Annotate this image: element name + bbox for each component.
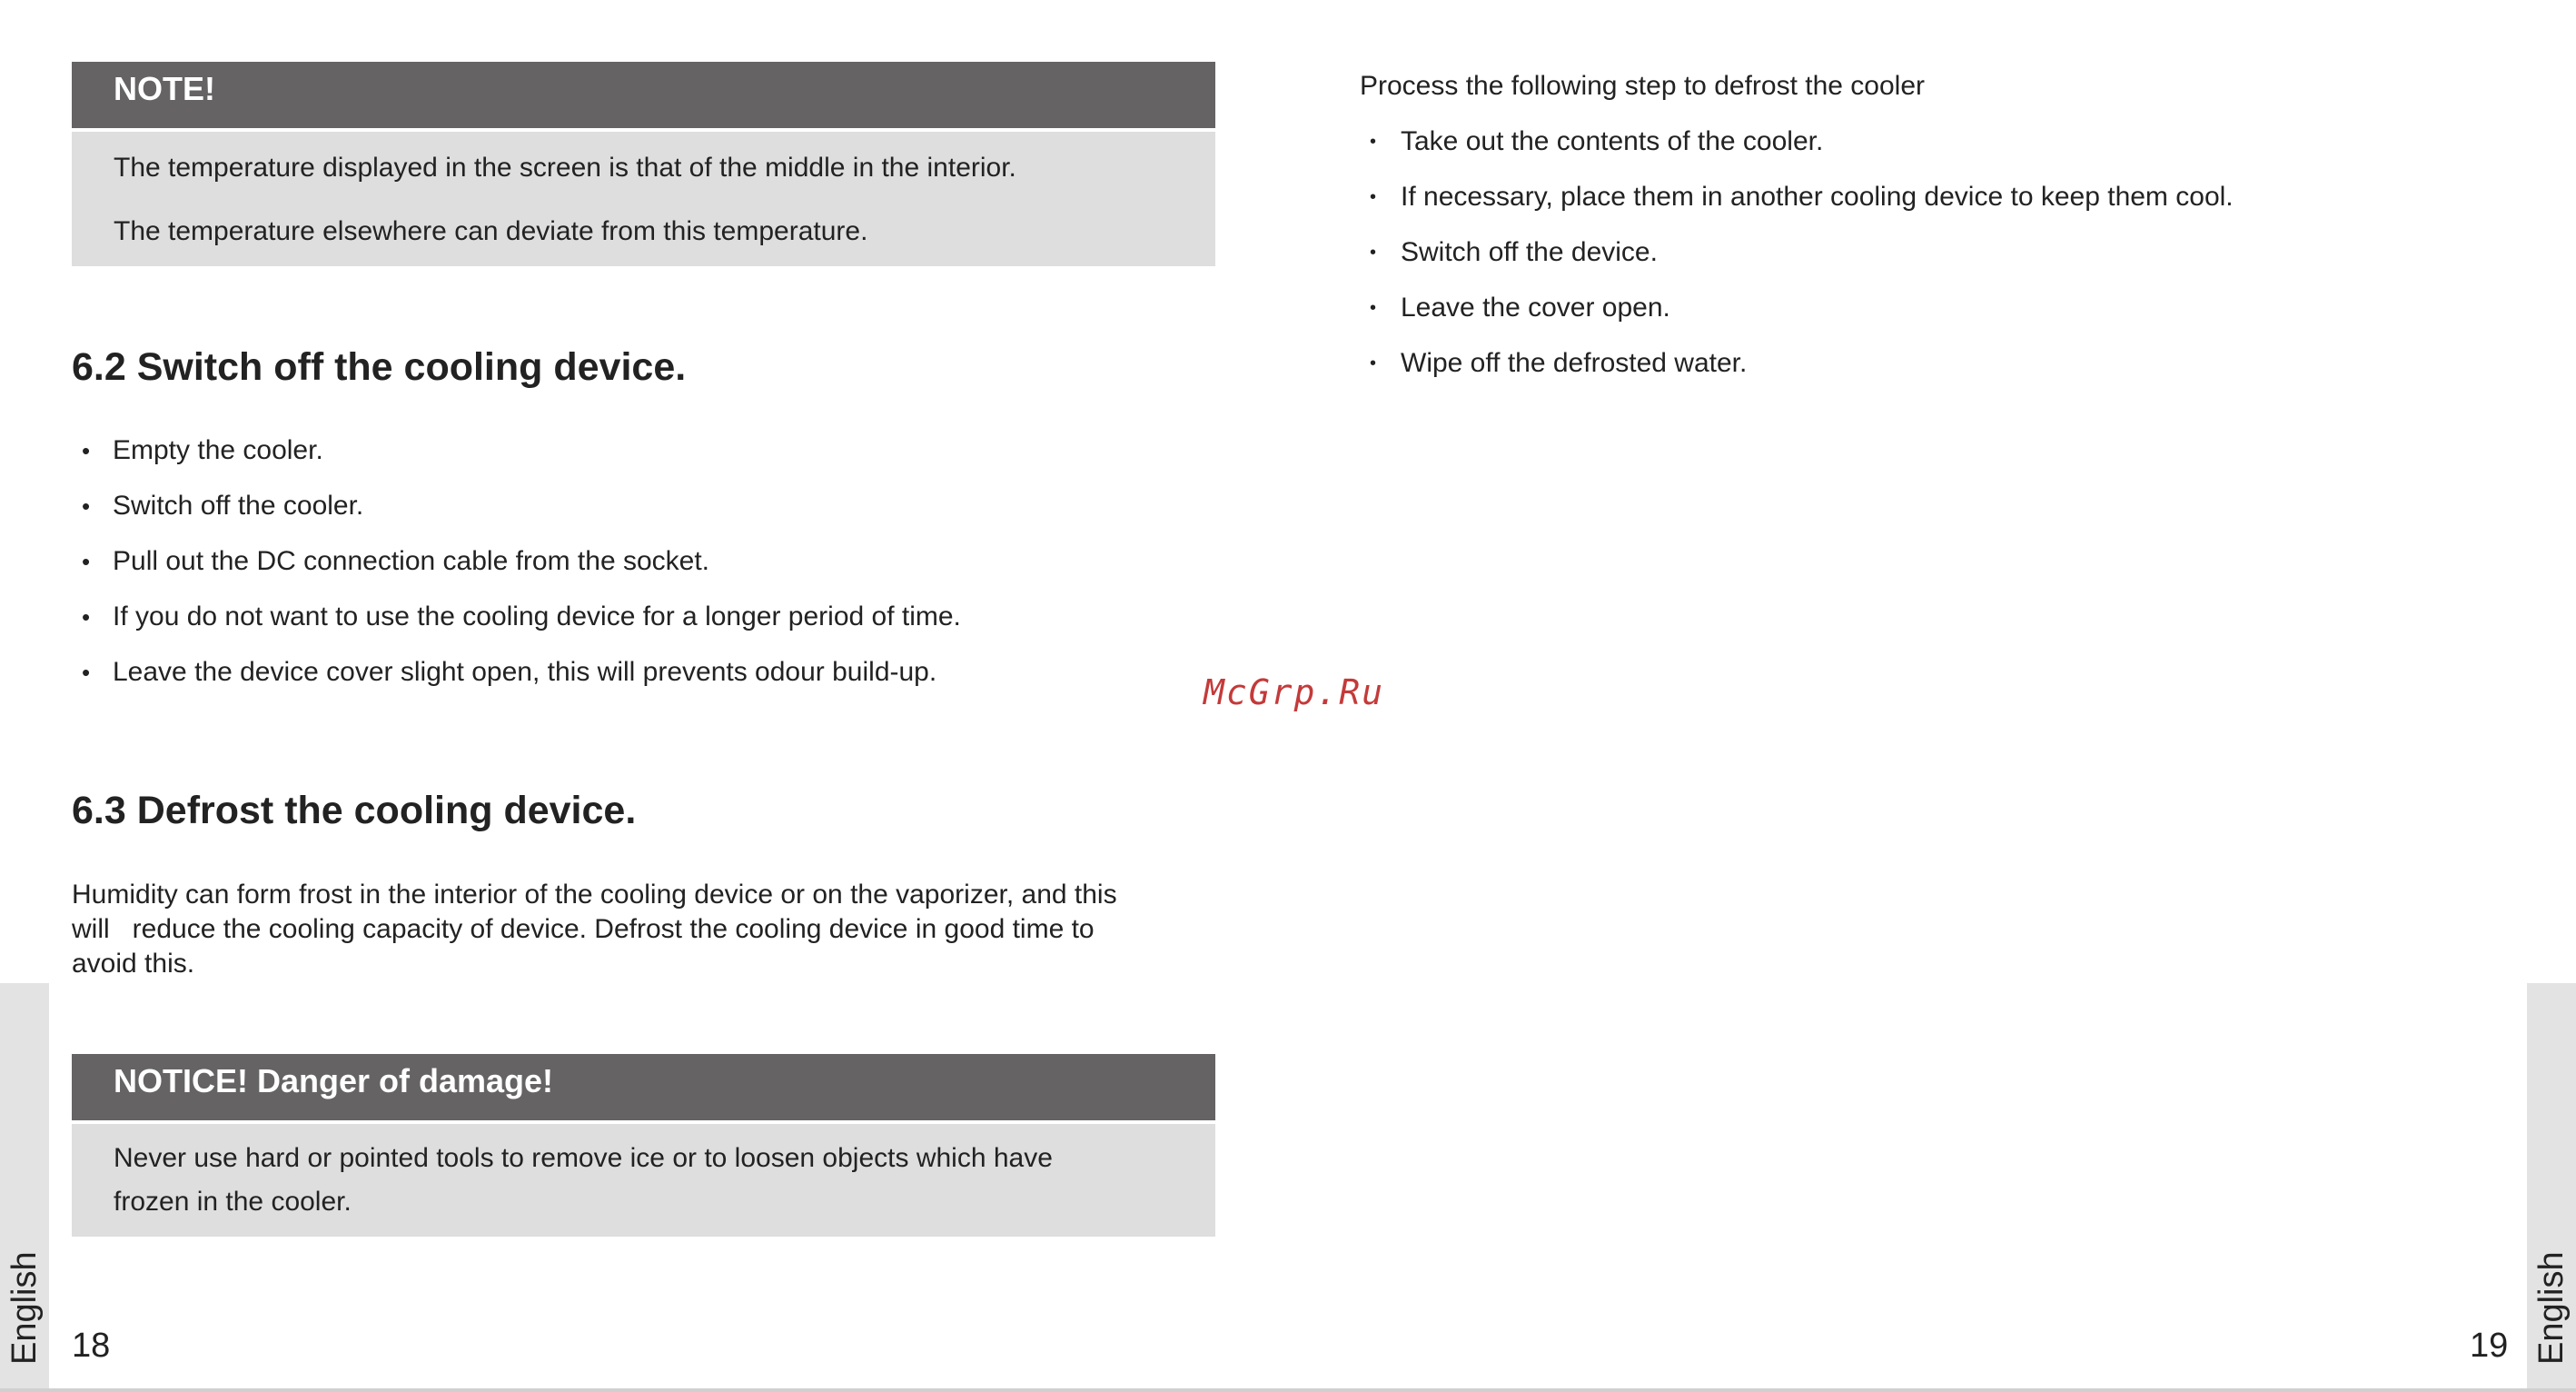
list-item-text: Wipe off the defrosted water. bbox=[1401, 348, 1748, 378]
list-item bbox=[82, 434, 961, 490]
list-item bbox=[82, 601, 961, 656]
notice-line: frozen in the cooler. bbox=[114, 1187, 352, 1217]
defrost-steps-list bbox=[1370, 125, 2234, 403]
list-item bbox=[1370, 292, 2234, 347]
right-page bbox=[1288, 0, 2576, 1392]
bullet-icon: • bbox=[1370, 243, 1377, 263]
list-item-text: Take out the contents of the cooler. bbox=[1401, 126, 1824, 156]
paragraph-line: avoid this. bbox=[72, 949, 195, 979]
page-number: 18 bbox=[72, 1327, 111, 1365]
list-item-text: Empty the cooler. bbox=[113, 435, 323, 465]
note-heading: NOTE! bbox=[72, 62, 1215, 128]
language-side-tab-label: English bbox=[2532, 1251, 2571, 1365]
list-item-text: Pull out the DC connection cable from the socket. bbox=[113, 546, 710, 576]
list-item bbox=[1370, 347, 2234, 403]
bullet-icon: • bbox=[82, 492, 91, 520]
list-item-text: Switch off the cooler. bbox=[113, 491, 364, 521]
bullet-icon: • bbox=[1370, 298, 1377, 318]
list-item bbox=[1370, 181, 2234, 236]
bullet-icon: • bbox=[1370, 187, 1377, 207]
watermark-text: McGrp.Ru bbox=[1204, 672, 1385, 712]
section-6-3-title: 6.3 Defrost the cooling device. bbox=[72, 789, 637, 832]
notice-box bbox=[72, 1054, 1215, 1237]
section-6-3-paragraph bbox=[72, 878, 1253, 981]
list-item bbox=[1370, 236, 2234, 292]
bullet-icon: • bbox=[1370, 132, 1377, 152]
note-body bbox=[72, 132, 1215, 266]
bullet-icon: • bbox=[82, 437, 91, 464]
note-line: The temperature displayed in the screen is that of the middle in the interior. bbox=[114, 153, 1016, 183]
page-number: 19 bbox=[2470, 1327, 2509, 1365]
list-item bbox=[82, 545, 961, 601]
bullet-icon: • bbox=[82, 548, 91, 575]
paragraph-line: Humidity can form frost in the interior of the cooling device or on the vaporizer, and this bbox=[72, 880, 1117, 910]
bottom-edge-line bbox=[0, 1388, 2576, 1392]
bullet-icon: • bbox=[1370, 353, 1377, 373]
list-item-text: Leave the cover open. bbox=[1401, 293, 1670, 323]
section-6-2-title: 6.2 Switch off the cooling device. bbox=[72, 345, 687, 389]
language-side-tab-label: English bbox=[5, 1251, 44, 1365]
notice-body bbox=[72, 1124, 1215, 1237]
notice-line: Never use hard or pointed tools to remove ice or to loosen objects which have bbox=[114, 1143, 1053, 1173]
list-item-text: Leave the device cover slight open, this will prevents odour build-up. bbox=[113, 657, 937, 687]
bullet-icon: • bbox=[82, 603, 91, 631]
note-box bbox=[72, 62, 1215, 266]
language-side-tab bbox=[2527, 983, 2576, 1392]
list-item bbox=[82, 490, 961, 545]
list-item-text: If you do not want to use the cooling device for a longer period of time. bbox=[113, 602, 961, 631]
list-item bbox=[82, 656, 961, 711]
bullet-icon: • bbox=[82, 659, 91, 686]
list-item bbox=[1370, 125, 2234, 181]
defrost-intro: Process the following step to defrost the cooler bbox=[1360, 71, 1926, 101]
paragraph-line: will reduce the cooling capacity of device. Defrost the cooling device in good time to bbox=[72, 914, 1095, 944]
section-6-2-list bbox=[82, 434, 961, 711]
language-side-tab bbox=[0, 983, 49, 1392]
note-line: The temperature elsewhere can deviate from this temperature. bbox=[114, 216, 868, 246]
notice-heading: NOTICE! Danger of damage! bbox=[72, 1054, 1215, 1120]
list-item-text: If necessary, place them in another cooling device to keep them cool. bbox=[1401, 182, 2234, 212]
list-item-text: Switch off the device. bbox=[1401, 237, 1658, 267]
